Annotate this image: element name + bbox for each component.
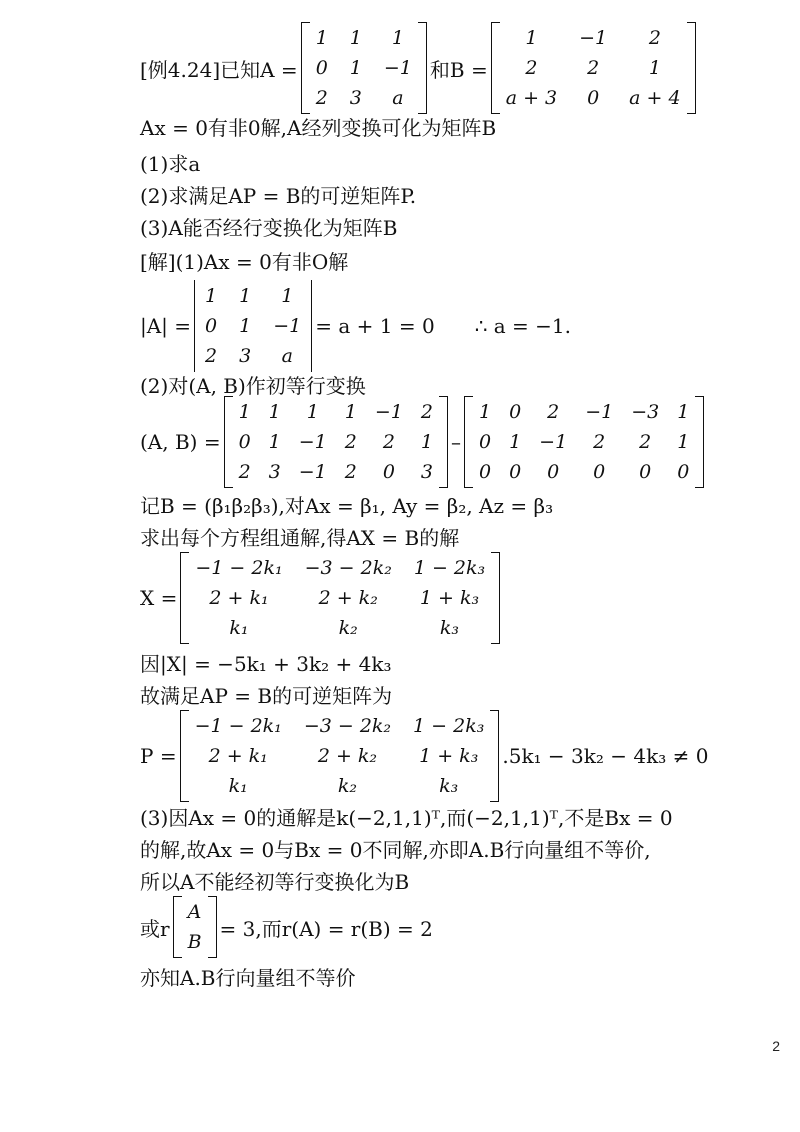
matrix-cell: 3 bbox=[420, 461, 433, 483]
matrix-cell: a + 4 bbox=[629, 87, 681, 109]
determinant-line bbox=[140, 280, 571, 372]
matrix-cell: 2 + k₂ bbox=[318, 587, 378, 609]
matrix-cell: 2 + k₁ bbox=[208, 745, 268, 767]
matrix-cell: a + 3 bbox=[505, 87, 558, 109]
matrix-cell: 1 + k₃ bbox=[419, 587, 480, 609]
determinant-conclusion: ∴ a = −1. bbox=[474, 314, 572, 338]
solution-3-line-3 bbox=[140, 866, 409, 895]
solution-2-text: (2)对(A, B)作初等行变换 bbox=[140, 374, 366, 398]
general-solution-line bbox=[140, 522, 459, 551]
matrix-cell: 2 bbox=[344, 461, 357, 483]
matrix-cell: 2 bbox=[205, 345, 218, 367]
matrix-cell: 1 bbox=[525, 27, 538, 49]
matrix-cell: 0 bbox=[593, 461, 606, 483]
matrix-cell: 2 bbox=[587, 57, 600, 79]
matrix-cell: 0 bbox=[315, 57, 328, 79]
matrix-cell: 2 bbox=[547, 401, 560, 423]
matrix-cell: 1 bbox=[648, 57, 661, 79]
page-number: 2 bbox=[772, 1038, 780, 1054]
rank-result: = 3,而r(A) = r(B) = 2 bbox=[219, 916, 433, 941]
matrix-cell: −3 bbox=[631, 401, 660, 423]
matrix-cell: 1 bbox=[391, 27, 404, 49]
augmented-prefix: (A, B) = bbox=[140, 430, 221, 454]
reduction-arrow: – bbox=[450, 430, 461, 454]
det-x-text: 因|X| = −5k₁ + 3k₂ + 4k₃ bbox=[140, 652, 392, 676]
final-conclusion-line bbox=[140, 962, 356, 991]
notation-line bbox=[140, 490, 553, 519]
solution-1-text: [解](1)Ax = 0有非O解 bbox=[140, 250, 349, 274]
matrix-cell: 0 bbox=[205, 315, 218, 337]
matrix-cell: 0 bbox=[509, 461, 522, 483]
matrix-cell: 0 bbox=[382, 461, 395, 483]
matrix-cell: 2 bbox=[420, 401, 433, 423]
matrix-cell: 2 + k₁ bbox=[209, 587, 269, 609]
row-reduction-line bbox=[140, 396, 707, 488]
question-3-text: (3)A能否经行变换化为矩阵B bbox=[140, 216, 398, 240]
solution-3-line-2 bbox=[140, 834, 651, 863]
matrix-stacked-ab bbox=[173, 896, 217, 958]
matrix-cell: −1 bbox=[374, 401, 403, 423]
matrix-cell: 0 bbox=[238, 431, 251, 453]
matrix-cell: k₃ bbox=[439, 775, 459, 797]
matrix-cell: −1 − 2k₁ bbox=[194, 715, 282, 737]
matrix-cell: −1 bbox=[298, 431, 327, 453]
rank-prefix: 或r bbox=[140, 916, 170, 941]
matrix-cell: −1 bbox=[298, 461, 327, 483]
matrix-cell: −1 bbox=[579, 27, 608, 49]
matrix-cell: −1 − 2k₁ bbox=[195, 557, 283, 579]
general-solution-text: 求出每个方程组通解,得AX = B的解 bbox=[140, 526, 460, 550]
matrix-cell: 2 bbox=[639, 431, 652, 453]
matrix-cell: 1 bbox=[239, 315, 252, 337]
question-2 bbox=[140, 180, 416, 209]
matrix-cell: 1 bbox=[677, 401, 690, 423]
question-1 bbox=[140, 148, 200, 177]
matrix-cell: 1 bbox=[344, 401, 357, 423]
solution-3-text-3: 所以A不能经初等行变换化为B bbox=[140, 870, 410, 894]
matrix-cell: 3 bbox=[239, 345, 252, 367]
question-1-text: (1)求a bbox=[140, 152, 201, 176]
matrix-cell: 2 bbox=[315, 87, 328, 109]
example-statement bbox=[140, 22, 699, 114]
condition-line bbox=[140, 112, 496, 141]
solution-3-text-2: 的解,故Ax = 0与Bx = 0不同解,亦即A.B行向量组不等价, bbox=[140, 838, 651, 862]
final-conclusion-text: 亦知A.B行向量组不等价 bbox=[140, 966, 356, 990]
question-3 bbox=[140, 212, 397, 241]
determinant-prefix: |A| = bbox=[140, 314, 192, 338]
matrix-cell: k₁ bbox=[228, 775, 248, 797]
question-2-text: (2)求满足AP = B的可逆矩阵P. bbox=[140, 184, 417, 208]
matrix-p-line bbox=[140, 710, 708, 802]
augmented-matrix bbox=[224, 396, 448, 488]
matrix-cell: 2 bbox=[525, 57, 538, 79]
matrix-cell: 1 bbox=[268, 431, 281, 453]
matrix-b bbox=[491, 22, 696, 114]
matrix-cell: −1 bbox=[383, 57, 412, 79]
matrix-cell: 1 bbox=[349, 57, 362, 79]
example-mid: 和B = bbox=[429, 57, 488, 82]
matrix-cell: 1 bbox=[238, 401, 251, 423]
matrix-cell: 2 bbox=[382, 431, 395, 453]
matrix-cell: 0 bbox=[509, 401, 522, 423]
matrix-cell: 2 + k₂ bbox=[317, 745, 378, 767]
solution-1-heading bbox=[140, 246, 348, 275]
matrix-cell: 1 bbox=[420, 431, 433, 453]
matrix-cell: 3 bbox=[268, 461, 281, 483]
matrix-x-prefix: X = bbox=[140, 586, 178, 610]
matrix-cell: 0 bbox=[587, 87, 600, 109]
matrix-cell: 1 bbox=[509, 431, 522, 453]
matrix-p-prefix: P = bbox=[140, 744, 177, 768]
solution-2-heading bbox=[140, 370, 366, 399]
condition-text: Ax = 0有非0解,A经列变换可化为矩阵B bbox=[140, 116, 497, 140]
matrix-cell: B bbox=[187, 931, 202, 953]
matrix-cell: 2 bbox=[238, 461, 251, 483]
matrix-cell: −3 − 2k₂ bbox=[304, 557, 392, 579]
matrix-cell: k₃ bbox=[439, 617, 460, 639]
matrix-cell: 1 bbox=[268, 401, 281, 423]
matrix-cell: k₁ bbox=[229, 617, 249, 639]
matrix-cell: 1 bbox=[205, 285, 218, 307]
matrix-x bbox=[180, 552, 500, 644]
matrix-cell: 2 bbox=[593, 431, 606, 453]
determinant-a bbox=[194, 280, 312, 372]
matrix-cell: a bbox=[281, 345, 293, 367]
matrix-cell: k₂ bbox=[338, 617, 358, 639]
matrix-cell: 3 bbox=[349, 87, 362, 109]
matrix-a bbox=[301, 22, 427, 114]
matrix-cell: 1 − 2k₃ bbox=[413, 715, 485, 737]
matrix-cell: 1 bbox=[239, 285, 252, 307]
matrix-cell: 1 bbox=[478, 401, 492, 423]
matrix-cell: 1 + k₃ bbox=[419, 745, 479, 767]
determinant-result: = a + 1 = 0 bbox=[315, 314, 435, 338]
matrix-cell: −1 bbox=[585, 401, 614, 423]
matrix-cell: 1 bbox=[281, 285, 294, 307]
matrix-cell: 2 bbox=[648, 27, 661, 49]
det-x-line bbox=[140, 648, 391, 677]
solution-3-text-1: (3)因Ax = 0的通解是k(−2,1,1)ᵀ,而(−2,1,1)ᵀ,不是Bx = 0 bbox=[140, 806, 673, 830]
matrix-cell: 1 bbox=[677, 431, 690, 453]
invertible-line bbox=[140, 680, 392, 709]
matrix-cell: 0 bbox=[478, 461, 492, 483]
matrix-cell: −1 bbox=[539, 431, 568, 453]
notation-text: 记B = (β₁β₂β₃),对Ax = β₁, Ay = β₂, Az = β₃ bbox=[140, 494, 554, 518]
matrix-cell: 0 bbox=[677, 461, 690, 483]
matrix-p bbox=[180, 710, 500, 802]
matrix-cell: A bbox=[187, 901, 202, 923]
matrix-cell: −1 bbox=[273, 315, 302, 337]
matrix-cell: 1 bbox=[306, 401, 319, 423]
matrix-p-condition: .5k₁ − 3k₂ − 4k₃ ≠ 0 bbox=[502, 744, 709, 768]
reduced-matrix bbox=[464, 396, 704, 488]
invertible-text: 故满足AP = B的可逆矩阵为 bbox=[140, 684, 393, 708]
matrix-cell: a bbox=[392, 87, 404, 109]
matrix-cell: −3 − 2k₂ bbox=[303, 715, 392, 737]
matrix-cell: 1 − 2k₃ bbox=[413, 557, 486, 579]
example-prefix: [例4.24]已知A = bbox=[140, 57, 298, 82]
matrix-cell: 1 bbox=[315, 27, 328, 49]
solution-3-line-1 bbox=[140, 802, 673, 831]
rank-line bbox=[140, 896, 433, 958]
matrix-cell: 0 bbox=[478, 431, 492, 453]
matrix-cell: k₂ bbox=[337, 775, 357, 797]
matrix-cell: 1 bbox=[349, 27, 362, 49]
matrix-cell: 2 bbox=[344, 431, 357, 453]
matrix-cell: 0 bbox=[547, 461, 560, 483]
matrix-cell: 0 bbox=[639, 461, 652, 483]
matrix-x-line bbox=[140, 552, 503, 644]
